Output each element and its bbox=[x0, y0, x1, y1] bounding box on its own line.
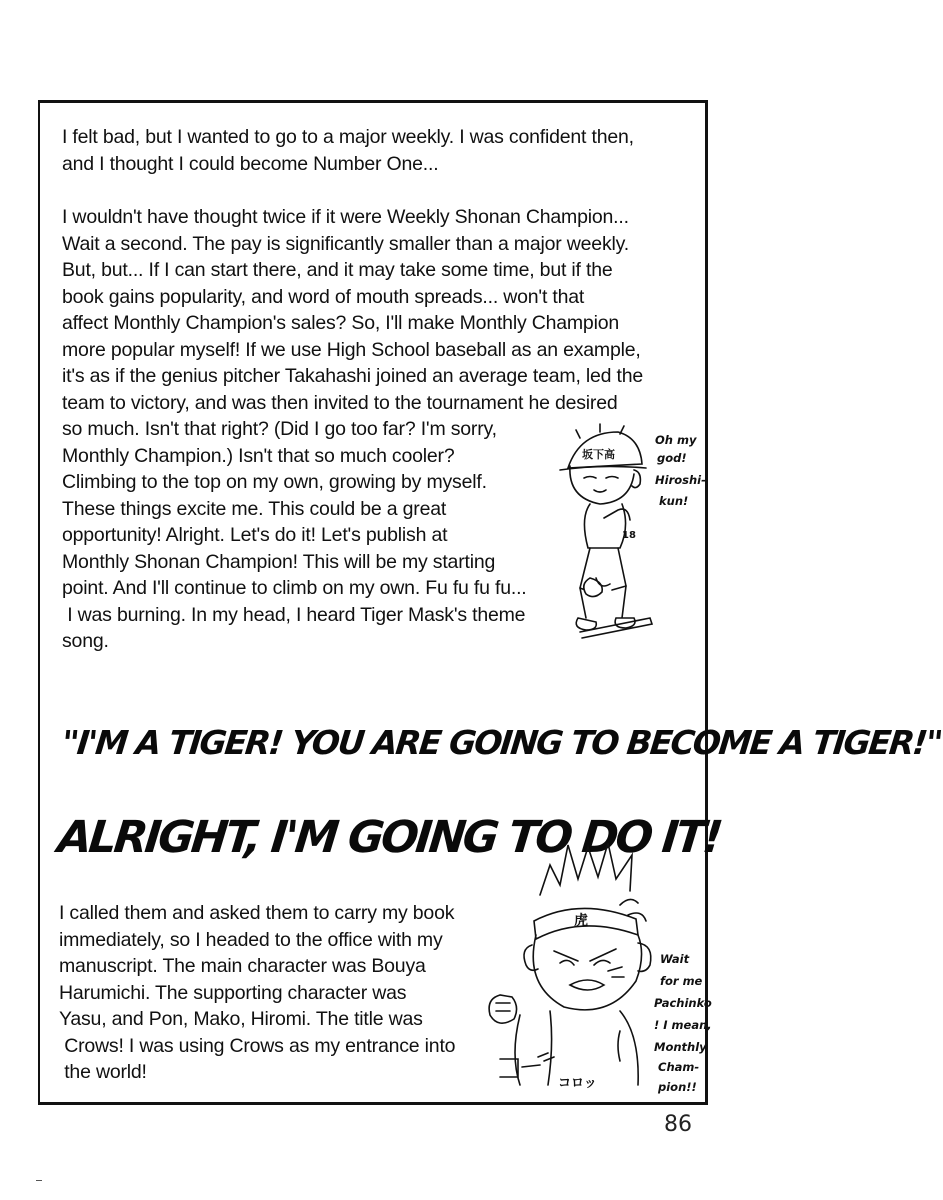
text-line: Yasu, and Pon, Mako, Hiromi. The title was bbox=[59, 1008, 423, 1030]
text-line: Wait a second. The pay is significantly smaller than a major weekly. bbox=[62, 232, 629, 255]
text-line: and I thought I could become Number One... bbox=[62, 152, 439, 175]
text-line: affect Monthly Champion's sales? So, I'll make Monthly Champion bbox=[62, 312, 620, 334]
text-line: opportunity! Alright. Let's do it! Let's publish at bbox=[62, 524, 448, 546]
paragraph-confidence bbox=[62, 124, 692, 177]
text-line: Monthly Shonan Champion! This will be my starting bbox=[62, 550, 496, 573]
text-line: I was burning. In my head, I heard Tiger Mask's theme bbox=[62, 603, 526, 626]
speech-line: Oh my bbox=[655, 433, 697, 447]
text-line: point. And I'll continue to climb on my own. Fu fu fu fu... bbox=[62, 577, 527, 599]
text-line: team to victory, and was then invited to the tournament he desired bbox=[62, 391, 618, 414]
text-line: Crows! I was using Crows as my entrance into bbox=[59, 1034, 456, 1057]
sound-effect: コロッ bbox=[558, 1076, 597, 1091]
text-line: Monthly Champion.) Isn't that so much cooler? bbox=[62, 444, 455, 467]
text-line: I wouldn't have thought twice if it were Weekly Shonan Champion... bbox=[62, 206, 629, 228]
tiger-quote-headline: "I'M A TIGER! YOU ARE GOING TO BECOME A TIGER!" bbox=[59, 723, 943, 762]
text-line: Climbing to the top on my own, growing by myself. bbox=[62, 471, 487, 493]
speech-line: Monthly bbox=[654, 1040, 707, 1054]
speech-line: god! bbox=[657, 451, 687, 465]
scan-mark bbox=[36, 1180, 42, 1181]
speech-line: Hiroshi- bbox=[655, 473, 706, 487]
text-line: so much. Isn't that right? (Did I go too far? I'm sorry, bbox=[62, 418, 497, 440]
text-line: Harumichi. The supporting character was bbox=[59, 981, 407, 1004]
declaration-headline: ALRIGHT, I'M GOING TO DO IT! bbox=[55, 812, 723, 863]
text-line: But, but... If I can start there, and it may take some time, but if the bbox=[62, 259, 613, 281]
pitcher-illustration bbox=[560, 418, 710, 650]
text-line: the world! bbox=[59, 1061, 147, 1083]
text-line: These things excite me. This could be a great bbox=[62, 497, 447, 520]
headband-text: 虎 bbox=[574, 913, 588, 929]
text-line: I called them and asked them to carry my book bbox=[59, 902, 455, 924]
jersey-number: 18 bbox=[622, 530, 636, 541]
speech-line: Pachinko bbox=[654, 996, 712, 1010]
tiger-boy-illustration bbox=[470, 835, 712, 1097]
speech-line: Wait bbox=[660, 952, 690, 966]
speech-line: ! I mean, bbox=[654, 1018, 712, 1032]
paragraph-crows bbox=[59, 900, 489, 1086]
speech-line: kun! bbox=[659, 494, 689, 508]
cap-text: 坂下高 bbox=[582, 448, 615, 461]
text-line: I felt bad, but I wanted to go to a major weekly. I was confident then, bbox=[62, 126, 634, 148]
text-line: immediately, so I headed to the office with my bbox=[59, 928, 443, 951]
page-number: 86 bbox=[664, 1112, 692, 1137]
speech-line: Cham- bbox=[658, 1060, 700, 1074]
text-line: more popular myself! If we use High School baseball as an example, bbox=[62, 338, 641, 361]
text-line: song. bbox=[62, 630, 109, 652]
text-line: book gains popularity, and word of mouth spreads... won't that bbox=[62, 285, 585, 308]
text-line: manuscript. The main character was Bouya bbox=[59, 955, 426, 977]
text-line: it's as if the genius pitcher Takahashi joined an average team, led the bbox=[62, 365, 644, 387]
speech-line: for me bbox=[660, 974, 703, 988]
speech-line: pion!! bbox=[658, 1080, 697, 1094]
